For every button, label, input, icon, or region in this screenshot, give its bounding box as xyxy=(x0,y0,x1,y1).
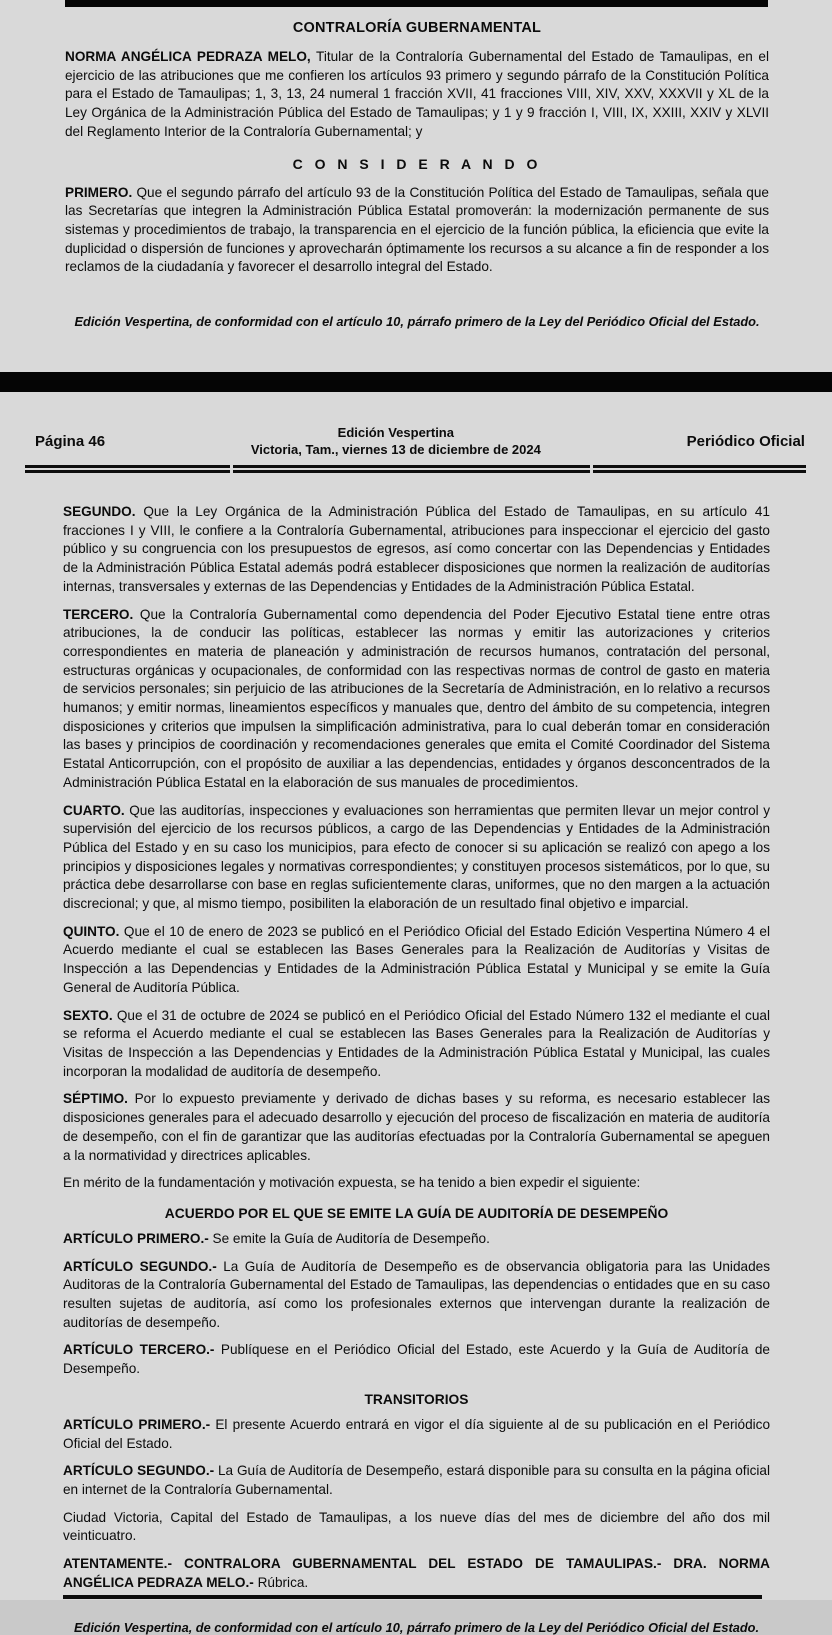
signature-block xyxy=(63,1555,770,1592)
article-text: La Guía de Auditoría de Desempeño es de observancia obligatoria para las Unidades Auditoras de la Contraloría Gubernamental del Estado de Tamaulipas, las dependencias o entidades que en su caso resulten sujetas de auditoría, así como los profesionales externos que intervengan durante la realización de auditorías de desempeño. xyxy=(63,1258,770,1330)
signature-text: Rúbrica. xyxy=(253,1574,309,1590)
masthead-title: Periódico Oficial xyxy=(686,432,805,450)
signature-rule xyxy=(63,1595,762,1599)
transitorios-heading: TRANSITORIOS xyxy=(364,1391,469,1407)
paragraph-text: Que la Contraloría Gubernamental como dependencia del Poder Ejecutivo Estatal tiene entre otras atribuciones, la de conducir las políticas, establecer las normas y emitir las autorizaciones y criterios correspondientes en materia de planeación y administración de recursos humanos, contratación del personal, estructuras orgánicas y ocupacionales, de conformidad con las respectivas normas de control de gasto en materia de servicios personales; sin perjuicio de las atribuciones de la Secretaría de Administración, en lo relativo a recursos humanos; y emitir normas, lineamientos específicos y manuales que, dentro del ámbito de su competencia, integren disposiciones y criterios que impulsen la simplificación administrativa, para lo cual deberán tomar en consideración las bases y principios de coordinación y recomendaciones generales que emita el Comité Coordinador del Sistema Estatal Anticorrupción, con el propósito de auxiliar a las dependencias, entidades y órganos desconcentrados de la Administración Pública Estatal en la elaboración de sus manuales de procedimientos. xyxy=(63,606,770,790)
article-lead: ARTÍCULO TERCERO.- xyxy=(63,1342,215,1358)
merito-paragraph: En mérito de la fundamentación y motivación expuesta, se ha tenido a bien expedir el siguiente: xyxy=(63,1175,641,1191)
paragraph-lead: SÉPTIMO. xyxy=(63,1091,128,1107)
article-lead: ARTÍCULO PRIMERO.- xyxy=(63,1416,211,1432)
paragraph-text: Que la Ley Orgánica de la Administración Pública del Estado de Tamaulipas, en su artículo 41 fracciones I y VIII, le confiere a la Contraloría Gubernamental, atribuciones para inspeccionar el ejercicio del gasto público y su congruencia con los presupuestos de egresos, así como concertar con las Dependencias y Entidades de la Administración Pública Estatal además podrá establecer disposiciones que normen la realización de auditorías internas, transversales y externas de las Dependencias y Entidades de la Administración Pública Estatal. xyxy=(63,504,770,594)
edition-footnote-top: Edición Vespertina, de conformidad con el artículo 10, párrafo primero de la Ley del Periódico Oficial del Estado. xyxy=(74,314,760,330)
article-text: Publíquese en el Periódico Oficial del Estado, este Acuerdo y la Guía de Auditoría de Desempeño. xyxy=(63,1342,770,1377)
header-dateline: Victoria, Tam., viernes 13 de diciembre de 2024 xyxy=(250,442,541,457)
intro-lead: NORMA ANGÉLICA PEDRAZA MELO, xyxy=(65,49,311,64)
signature-lead: ATENTAMENTE.- CONTRALORA GUBERNAMENTAL DEL ESTADO DE TAMAULIPAS.- DRA. NORMA ANGÉLICA PEDRAZA MELO.- xyxy=(63,1556,770,1590)
paragraph-lead: QUINTO. xyxy=(63,923,120,939)
primero-lead: PRIMERO. xyxy=(65,184,133,200)
article-text: El presente Acuerdo entrará en vigor el día siguiente al de su publicación en el Periódico Oficial del Estado. xyxy=(63,1416,771,1451)
paragraph-lead: SEGUNDO. xyxy=(63,504,136,519)
considerando-paragraph-sexto xyxy=(63,1007,770,1082)
paragraph-lead: CUARTO. xyxy=(63,802,125,818)
transitorio-primero xyxy=(63,1416,770,1453)
paragraph-text: Que las auditorías, inspecciones y evaluaciones son herramientas que permiten llevar un mejor control y supervisión del ejercicio de los recursos públicos, a cargo de las Dependencias y Entidades de la Administración Pública del Estado y en su caso los municipios, para efecto de conocer si su aplicación se realizó con apego a los principios y disposiciones legales y normativas correspondientes; y constituyen procesos sistemáticos, por lo que, su práctica debe desarrollarse con base en reglas suficientemente claras, uniformes, que no den margen a la actuación discrecional; y que, al mismo tiempo, posibiliten la elaboración de un resultado final objetivo e imparcial. xyxy=(63,802,770,912)
header-center xyxy=(251,424,541,458)
paragraph-lead: TERCERO. xyxy=(63,606,134,622)
articulo-primero xyxy=(63,1230,770,1249)
paragraph-text: Por lo expuesto previamente y derivado de dichas bases y su reforma, es necesario establecer las disposiciones generales para el adecuado desarrollo y ejecución del proceso de fiscalización en materia de auditoría de desempeño, con el fin de garantizar que las auditorías efectuadas por la Contraloría Gubernamental se apeguen a la normatividad y directrices aplicables. xyxy=(63,1091,770,1163)
page-number: Página 46 xyxy=(35,432,106,450)
considerando-paragraph-septimo xyxy=(63,1090,770,1165)
edition-footnote-bottom: Edición Vespertina, de conformidad con el artículo 10, párrafo primero de la Ley del Periódico Oficial del Estado. xyxy=(73,1620,760,1635)
paragraph-lead: SEXTO. xyxy=(63,1007,113,1023)
article-text: Se emite la Guía de Auditoría de Desempeño. xyxy=(208,1230,490,1246)
top-section xyxy=(65,7,769,329)
intro-paragraph xyxy=(65,48,769,142)
article-lead: ARTÍCULO PRIMERO.- xyxy=(63,1230,209,1246)
rule-segment xyxy=(25,465,230,473)
paragraph-text: Que el 31 de octubre de 2024 se publicó en el Periódico Oficial del Estado Número 132 el mediante el cual se reforma el Acuerdo mediante el cual se establecen las Bases Generales para la Realización de Auditorías y Visitas de Inspección a las Dependencias y Entidades de la Administración Pública Estatal y Municipal, las cuales incorporan la modalidad de auditoría de desempeño. xyxy=(63,1007,770,1079)
article-text: La Guía de Auditoría de Desempeño, estará disponible para su consulta en la página oficial en internet de la Contraloría Gubernamental. xyxy=(63,1463,770,1497)
articulo-tercero xyxy=(63,1341,770,1378)
intro-text: Titular de la Contraloría Gubernamental del Estado de Tamaulipas, en el ejercicio de las atribuciones que me confieren los artículos 93 primero y segundo párrafo de la Constitución Política para el Estado de Tamaulipas; 1, 3, 13, 24 numeral 1 fracción XVII, 41 fracciones VIII, XIV, XXV, XXXVII y XL de la Ley Orgánica de la Administración Pública del Estado de Tamaulipas; y 1 y 9 fracción I, VIII, IX, XXIII, XXIV y XLVII del Reglamento Interior de la Contraloría Gubernamental; y xyxy=(65,49,769,139)
paragraph-text: Que el 10 de enero de 2023 se publicó en el Periódico Oficial del Estado Edición Vespertina Número 4 el Acuerdo mediante el cual se establecen las Bases Generales para la Realización de Auditorías y Visitas de Inspección a las Dependencias y Entidades de la Administración Pública Estatal y Municipal y se emite la Guía General de Auditoría Pública. xyxy=(63,923,770,995)
header-double-rule xyxy=(25,465,806,473)
page-header xyxy=(25,424,807,458)
page-break-band xyxy=(0,372,832,392)
transitorio-segundo xyxy=(63,1462,770,1499)
article-lead: ARTÍCULO SEGUNDO.- xyxy=(63,1463,215,1479)
considerando-paragraph-segundo xyxy=(63,503,770,597)
considerando-paragraph-quinto xyxy=(63,923,770,998)
considerando-heading: C O N S I D E R A N D O xyxy=(292,155,542,172)
acuerdo-title: ACUERDO POR EL QUE SE EMITE LA GUÍA DE AUDITORÍA DE DESEMPEÑO xyxy=(164,1205,669,1221)
articulo-segundo xyxy=(63,1258,770,1333)
article-lead: ARTÍCULO SEGUNDO.- xyxy=(63,1258,217,1274)
closing-dateline: Ciudad Victoria, Capital del Estado de Tamaulipas, a los nueve días del mes de diciembre del año dos mil veinticuatro. xyxy=(63,1509,770,1544)
primero-paragraph xyxy=(65,184,769,278)
section-title: CONTRALORÍA GUBERNAMENTAL xyxy=(292,20,542,36)
primero-text: Que el segundo párrafo del artículo 93 de la Constitución Política del Estado de Tamaulipas, señala que las Secretarías que integren la Administración Pública Estatal promoverán: la modernización permanente de sus sistemas y procedimientos de trabajo, la transparencia en el ejercicio de la función pública, la eficiencia que evite la duplicidad o dispersión de funciones y aprovecharán óptimamente los recursos a su alcance a fin de responder a los reclamos de la ciudadanía y favorecer el desarrollo integral del Estado. xyxy=(65,184,769,275)
top-divider-bar xyxy=(65,0,768,7)
rule-segment xyxy=(593,465,806,473)
considerando-paragraph-tercero xyxy=(63,606,770,793)
rule-segment xyxy=(233,465,590,473)
main-body-section xyxy=(63,494,770,1635)
header-edition: Edición Vespertina xyxy=(337,425,454,440)
considerando-paragraph-cuarto xyxy=(63,802,770,914)
